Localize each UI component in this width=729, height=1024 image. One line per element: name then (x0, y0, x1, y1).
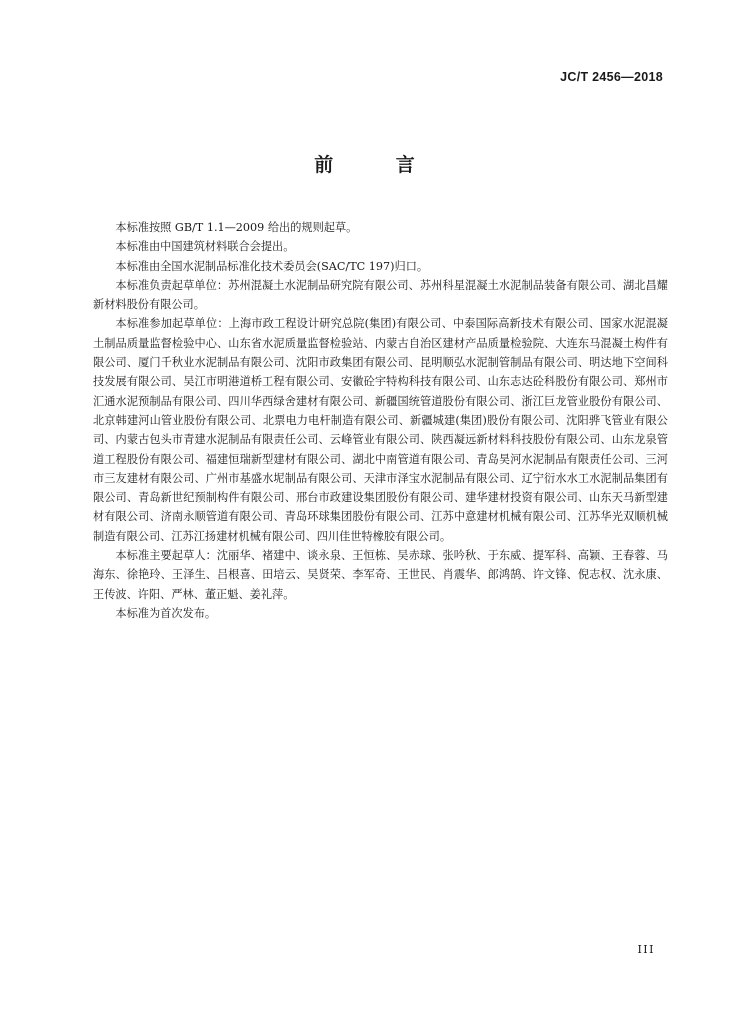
paragraph-lead-drafters: 本标准负责起草单位：苏州混凝土水泥制品研究院有限公司、苏州科星混凝土水泥制品装备有限公司、湖北昌耀新材料股份有限公司。 (93, 278, 668, 312)
page-number: III (637, 943, 655, 956)
foreword-body (93, 218, 668, 623)
paragraph-drafting-rules: 本标准按照 GB/T 1.1—2009 给出的规则起草。 (115, 221, 358, 234)
standard-code: JC/T 2456—2018 (560, 70, 663, 84)
paragraph-participating-drafters: 本标准参加起草单位：上海市政工程设计研究总院(集团)有限公司、中泰国际高新技术有限公司、国家水泥混凝土制品质量监督检验中心、山东省水泥质量监督检验站、内蒙古自治区建材产品质量检验院、大连东马混凝土构件有限公司、厦门千秋业水泥制品有限公司、沈阳市政集团有限公司、昆明顺弘水泥制管制品有限公司、明达地下空间科技发展有限公司、吴江市明港道桥工程有限公司、安徽砼宇特构科技有限公司、山东志达砼科股份有限公司、郑州市汇通水泥预制品有限公司、四川华西绿舍建材有限公司、新疆国统管道股份有限公司、浙江巨龙管业股份有限公司、北京韩建河山管业股份有限公司、北票电力电杆制造有限公司、新疆城建(集团)股份有限公司、沈阳骅飞管业有限公司、内蒙古包头市青建水泥制品有限责任公司、云峰管业有限公司、陕西凝远新材料科技股份有限公司、山东龙泉管道工程股份有限公司、福建恒瑞新型建材有限公司、湖北中南管道有限公司、青岛昊河水泥制品有限责任公司、三河市三友建材有限公司、广州市基盛水坭制品有限公司、天津市泽宝水泥制品有限公司、辽宁衍水水工水泥制品集团有限公司、青岛新世纪预制构件有限公司、邢台市政建设集团股份有限公司、建华建材投资有限公司、山东天马新型建材有限公司、济南永顺管道有限公司、青岛环球集团股份有限公司、江苏中意建材机械有限公司、江苏华光双顺机械制造有限公司、江苏江扬建材机械有限公司、四川佳世特橡胶有限公司。 (93, 317, 668, 543)
paragraph-committee: 本标准由全国水泥制品标准化技术委员会(SAC/TC 197)归口。 (115, 259, 429, 273)
paragraph-proposer: 本标准由中国建筑材料联合会提出。 (115, 240, 295, 254)
paragraph-main-drafters: 本标准主要起草人：沈丽华、褚建中、谈永泉、王恒栋、吴赤球、张吟秋、于东威、提军科、高颖、王春蓉、马海东、徐艳玲、王泽生、吕根喜、田培云、吴贤荣、李军奇、王世民、肖震华、郎鸿鹄、许文锋、倪志权、沈永康、王传波、许阳、严林、董正魁、姜礼萍。 (93, 549, 668, 601)
page-title: 前 言 (314, 154, 443, 176)
paragraph-first-release: 本标准为首次发布。 (115, 606, 217, 620)
